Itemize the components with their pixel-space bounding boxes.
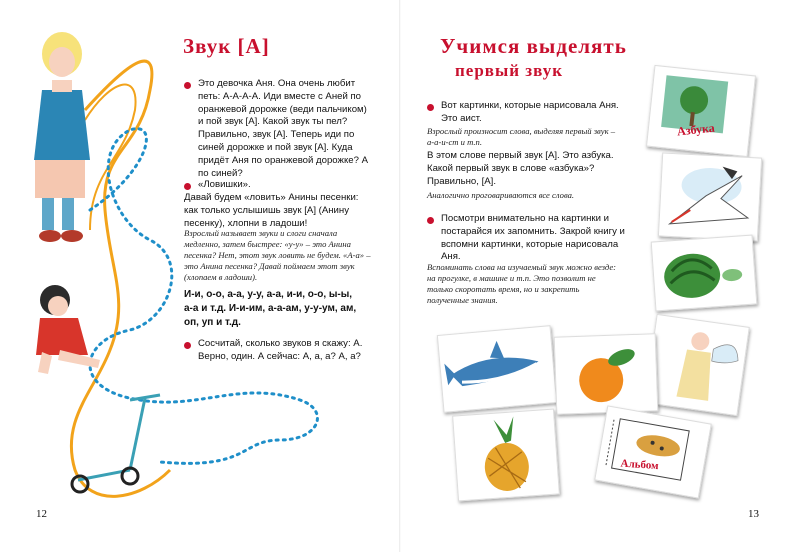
card-shark [437, 325, 557, 413]
syllables-line-2: а-а и т.д. И-и-им, а-а-ам, у-у-ум, ам, [184, 303, 357, 314]
right-note-3: Вспоминать слова на изучаемый звук можно везде: на прогулке, в машине и т.п. Это позволит не только скоротать время, но и закрепить полученные знания. [427, 262, 617, 305]
card-azbuka [646, 65, 756, 157]
azbuka-label: Азбука [676, 120, 716, 139]
left-paragraph-3: Сосчитай, сколько звуков я скажу: А. Верно, один. А сейчас: А, а, а? А, а? [198, 338, 363, 362]
card-angel [644, 314, 750, 416]
left-page-title: Звук [А] [183, 34, 270, 58]
card-stork [658, 152, 762, 241]
left-paragraph-1: Это девочка Аня. Она очень любит петь: А-А-А-А. Иди вместе с Аней по оранжевой дорожке (веди пальчиком) и пой звук [А]. Какой звук ты пел? Правильно, звук [А]. Теперь иди по синей дорожке и пой звук [А]. Куда придёт Аня по оранжевой дорожке? А по синей? [198, 78, 368, 179]
right-paragraph-3: Посмотри внимательно на картинки и постарайся их запомнить. Закрой книгу и вспомни картинки, которые нарисовала Аня. [441, 213, 625, 263]
page-number-right: 13 [748, 508, 759, 520]
right-page-title-line-2: первый звук [455, 61, 564, 80]
bullet-icon [184, 82, 191, 89]
left-paragraph-2: Давай будем «ловить» Анины песенки: как только услышишь звук [А] (Анину песенку), хлопни в ладоши! [184, 192, 359, 229]
right-page-title-line-1: Учимся выделять [440, 34, 627, 58]
syllables-line-3: оп, уп и т.д. [184, 317, 241, 328]
sitting-girl-figure [36, 285, 100, 374]
card-watermelon [651, 235, 758, 312]
scooter-figure [72, 395, 160, 492]
page-number-left: 12 [36, 508, 47, 520]
card-orange [554, 333, 659, 415]
album-label: Альбом [620, 457, 660, 473]
syllables-line-1: И-и, о-о, а-а, у-у, а-а, и-и, о-о, ы-ы, [184, 289, 353, 300]
girl-anya-figure [34, 32, 90, 242]
card-pineapple [452, 409, 560, 502]
left-paragraph-2-title: «Ловишки». [198, 179, 251, 190]
bullet-icon [427, 217, 434, 224]
right-paragraph-1: Вот картинки, которые нарисовала Аня. Это аист. [441, 100, 619, 124]
right-paragraph-2: В этом слове первый звук [А]. Это азбука. Какой первый звук в слове «азбука»? Правильно, [А]. [427, 150, 614, 187]
bullet-icon [184, 342, 191, 349]
right-note-2: Аналогично проговариваются все слова. [427, 190, 575, 200]
bullet-icon [184, 183, 191, 190]
card-album [594, 405, 712, 498]
left-note: Взрослый называет звуки и слоги сначала медленно, затем быстрее: «у-у» – это Анина песенка? Нет, этот звук ловить не будем. «А-а» – это Анина песенка? Давай поймаем этот звук (хлопаем в ладоши). [184, 228, 371, 282]
right-note-1: Взрослый произносит слова, выделяя первый звук – а-а-и-ст и т.п. [427, 126, 616, 147]
bullet-icon [427, 104, 434, 111]
